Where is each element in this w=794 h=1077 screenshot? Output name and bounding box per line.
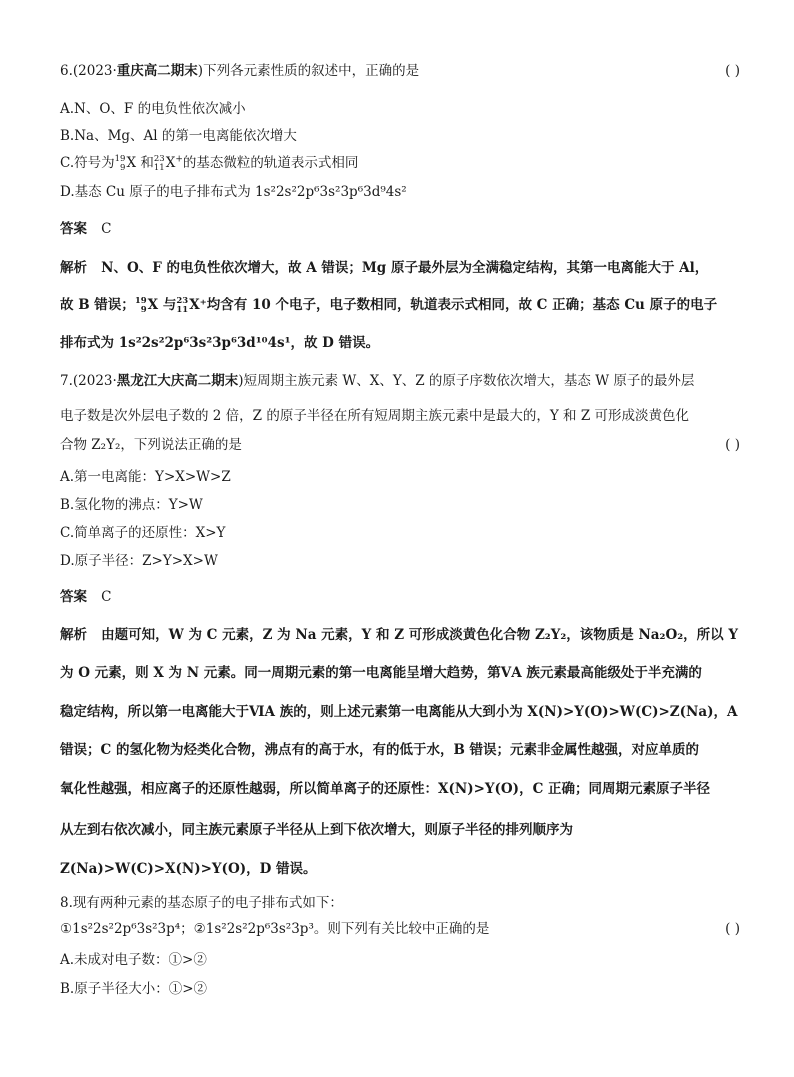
q7-option-b: B.氢化物的沸点：Y>W xyxy=(60,497,203,513)
q6-stem: 6.(2023·重庆高二期末)下列各元素性质的叙述中，正确的是 ( ) xyxy=(60,63,740,79)
q8-option-b: B.原子半径大小：①>② xyxy=(60,981,208,997)
nuclide-19-9: 19 9 xyxy=(114,153,126,173)
q7-answer-paren: ( ) xyxy=(725,437,740,453)
q7-stem-3: 合物 Z₂Y₂，下列说法正确的是 ( ) xyxy=(60,437,740,453)
q6-answer-paren: ( ) xyxy=(725,63,740,79)
q8-stem-1: 8.现有两种元素的基态原子的电子排布式如下： xyxy=(60,895,343,911)
q7-stem-2: 电子数是次外层电子数的 2 倍，Z 的原子半径在所有短周期主族元素中是最大的，Y 和 Z 可形成淡黄色化 xyxy=(60,408,690,424)
q7-analysis-line-1: 解析 由题可知，W 为 C 元素，Z 为 Na 元素，Y 和 Z 可形成淡黄色化合物 Z₂Y₂，该物质是 Na₂O₂，所以 Y xyxy=(60,627,738,643)
q8-stem-2: ①1s²2s²2p⁶3s²3p⁴；②1s²2s²2p⁶3s²3p³。则下列有关比较中正确的是 ( ) xyxy=(60,921,740,937)
q7-stem-1: 7.(2023·黑龙江大庆高二期末)短周期主族元素 W、X、Y、Z 的原子序数依次增大，基态 W 原子的最外层 xyxy=(60,373,695,389)
q6-option-c: C.符号为19 9X 和23 11X+的基态微粒的轨道表示式相同 xyxy=(60,153,359,173)
q7-option-a: A.第一电离能：Y>X>W>Z xyxy=(60,469,231,485)
q7-analysis-line-2: 为 O 元素，则 X 为 N 元素。同一周期元素的第一电离能呈增大趋势，第ⅤA 族元素最高能级处于半充满的 xyxy=(60,665,702,681)
q6-analysis-line-2: 故 B 错误；19 9X 与23 11X⁺均含有 10 个电子，电子数相同，轨道表示式相同，故 C 正确；基态 Cu 原子的电子 xyxy=(60,295,718,315)
q6-analysis-line-3: 排布式为 1s²2s²2p⁶3s²3p⁶3d¹⁰4s¹，故 D 错误。 xyxy=(60,335,380,351)
q6-option-b: B.Na、Mg、Al 的第一电离能依次增大 xyxy=(60,128,297,144)
q7-answer: 答案 C xyxy=(60,589,112,605)
q7-option-d: D.原子半径：Z>Y>X>W xyxy=(60,553,218,569)
q6-option-d: D.基态 Cu 原子的电子排布式为 1s²2s²2p⁶3s²3p⁶3d⁹4s² xyxy=(60,184,407,200)
q7-analysis-line-4: 错误；C 的氢化物为烃类化合物，沸点有的高于水，有的低于水，B 错误；元素非金属性越强，对应单质的 xyxy=(60,742,700,758)
q7-source: 黑龙江大庆高二期末 xyxy=(116,373,239,389)
q6-source: 重庆高二期末 xyxy=(116,63,198,79)
q6-answer: 答案 C xyxy=(60,221,112,237)
q7-analysis-line-6: 从左到右依次减小，同主族元素原子半径从上到下依次增大，则原子半径的排列顺序为 xyxy=(60,822,573,838)
q7-analysis-line-7: Z(Na)>W(C)>X(N)>Y(O)，D 错误。 xyxy=(60,861,317,877)
q7-analysis-line-5: 氧化性越强，相应离子的还原性越弱，所以简单离子的还原性：X(N)>Y(O)，C 正确；同周期元素原子半径 xyxy=(60,781,711,797)
nuclide-23-11: 23 11 xyxy=(153,153,165,173)
q7-option-c: C.简单离子的还原性：X>Y xyxy=(60,525,226,541)
q6-analysis-line-1: 解析 N、O、F 的电负性依次增大，故 A 错误；Mg 原子最外层为全满稳定结构，其第一电离能大于 Al， xyxy=(60,260,709,276)
q8-answer-paren: ( ) xyxy=(725,921,740,937)
q6-option-a: A.N、O、F 的电负性依次减小 xyxy=(60,101,246,117)
q8-option-a: A.未成对电子数：①>② xyxy=(60,952,207,968)
q7-analysis-line-3: 稳定结构，所以第一电离能大于ⅥA 族的，则上述元素第一电离能从大到小为 X(N)>Y(O)>W(C)>Z(Na)，A xyxy=(60,704,738,720)
